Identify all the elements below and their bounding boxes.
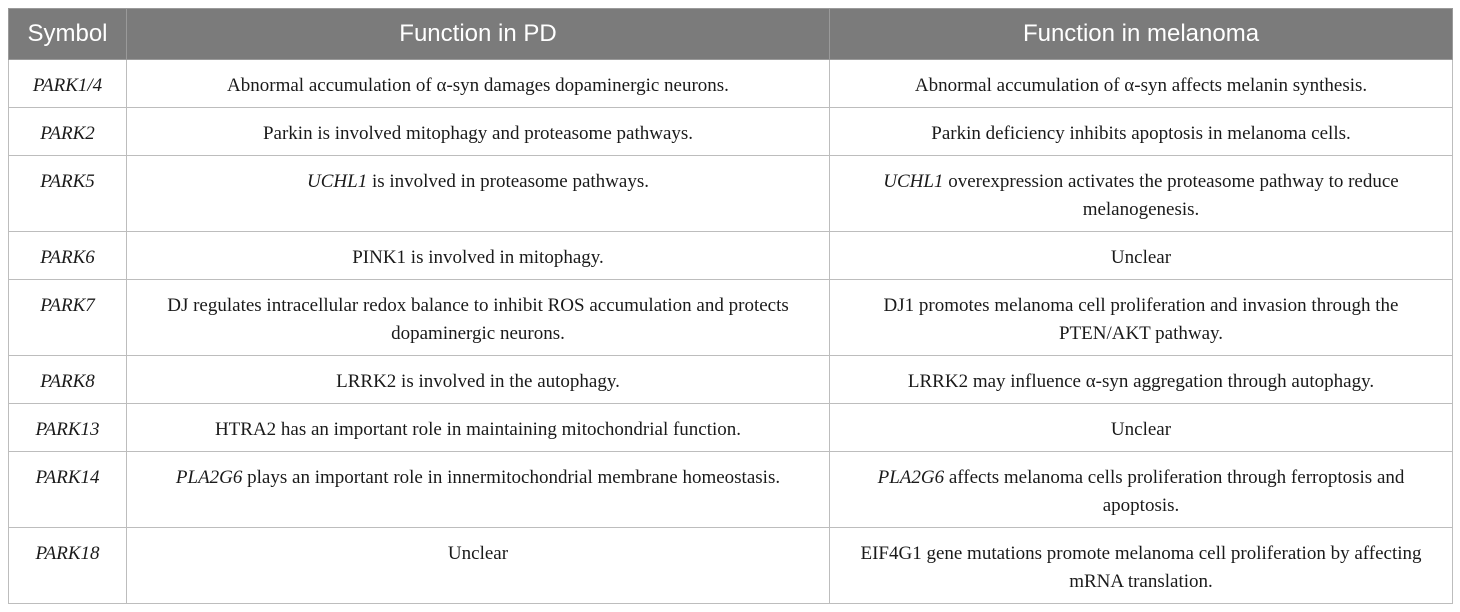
cell-text: PINK1 is involved in mitophagy. — [352, 247, 604, 268]
cell-text: HTRA2 has an important role in maintaining mitochondrial function. — [214, 419, 742, 440]
cell-text: Unclear — [1110, 247, 1172, 268]
cell-text: Abnormal accumulation of α-syn affects melanin synthesis. — [914, 75, 1368, 96]
pd-function-cell — [127, 156, 830, 232]
cell-text: plays an important role in innermitochondrial membrane homeostasis. — [242, 467, 781, 488]
gene-function-table-container — [8, 8, 1452, 604]
melanoma-function-cell — [830, 232, 1453, 280]
gene-name-italic: PLA2G6 — [175, 467, 243, 488]
melanoma-function-cell — [830, 60, 1453, 108]
pd-function-cell — [127, 452, 830, 528]
symbol-cell: PARK8 — [9, 356, 127, 404]
table-row — [9, 356, 1453, 404]
header-symbol: Symbol — [9, 9, 127, 60]
cell-text: Parkin is involved mitophagy and proteasome pathways. — [262, 123, 694, 144]
gene-name-italic: UCHL1 — [307, 171, 368, 192]
symbol-cell: PARK13 — [9, 404, 127, 452]
melanoma-function-cell — [830, 452, 1453, 528]
melanoma-function-cell — [830, 108, 1453, 156]
cell-text: Abnormal accumulation of α-syn damages dopaminergic neurons. — [227, 75, 729, 96]
cell-text: EIF4G1 gene mutations promote melanoma cell proliferation by affecting mRNA translation. — [860, 543, 1422, 592]
pd-function-cell — [127, 528, 830, 604]
table-header-row — [9, 9, 1453, 60]
header-function-in-pd: Function in PD — [127, 9, 830, 60]
melanoma-function-cell — [830, 404, 1453, 452]
pd-function-cell — [127, 356, 830, 404]
cell-text: is involved in proteasome pathways. — [367, 171, 649, 192]
table-row — [9, 404, 1453, 452]
table-row — [9, 232, 1453, 280]
cell-text: LRRK2 is involved in the autophagy. — [336, 371, 620, 392]
gene-name-italic: UCHL1 — [883, 171, 944, 192]
symbol-cell: PARK1/4 — [9, 60, 127, 108]
symbol-cell: PARK5 — [9, 156, 127, 232]
cell-text: affects melanoma cells proliferation through ferroptosis and apoptosis. — [944, 467, 1405, 516]
symbol-cell: PARK2 — [9, 108, 127, 156]
gene-function-table — [8, 8, 1453, 604]
cell-text: DJ regulates intracellular redox balance to inhibit ROS accumulation and protects dopaminergic neurons. — [167, 295, 789, 344]
table-row — [9, 108, 1453, 156]
pd-function-cell — [127, 404, 830, 452]
melanoma-function-cell — [830, 356, 1453, 404]
symbol-cell: PARK14 — [9, 452, 127, 528]
melanoma-function-cell — [830, 156, 1453, 232]
cell-text: Parkin deficiency inhibits apoptosis in melanoma cells. — [931, 123, 1351, 144]
symbol-cell: PARK18 — [9, 528, 127, 604]
table-row — [9, 280, 1453, 356]
header-function-in-melanoma: Function in melanoma — [830, 9, 1453, 60]
table-row — [9, 452, 1453, 528]
pd-function-cell — [127, 232, 830, 280]
pd-function-cell — [127, 108, 830, 156]
symbol-cell: PARK7 — [9, 280, 127, 356]
pd-function-cell — [127, 280, 830, 356]
cell-text: overexpression activates the proteasome pathway to reduce melanogenesis. — [943, 171, 1399, 220]
melanoma-function-cell — [830, 280, 1453, 356]
cell-text: LRRK2 may influence α-syn aggregation through autophagy. — [907, 371, 1375, 392]
melanoma-function-cell — [830, 528, 1453, 604]
cell-text: Unclear — [1110, 419, 1172, 440]
table-row — [9, 156, 1453, 232]
gene-name-italic: PLA2G6 — [877, 467, 945, 488]
cell-text: Unclear — [447, 543, 509, 564]
cell-text: DJ1 promotes melanoma cell proliferation and invasion through the PTEN/AKT pathway. — [883, 295, 1399, 344]
table-row — [9, 528, 1453, 604]
table-row — [9, 60, 1453, 108]
pd-function-cell — [127, 60, 830, 108]
symbol-cell: PARK6 — [9, 232, 127, 280]
